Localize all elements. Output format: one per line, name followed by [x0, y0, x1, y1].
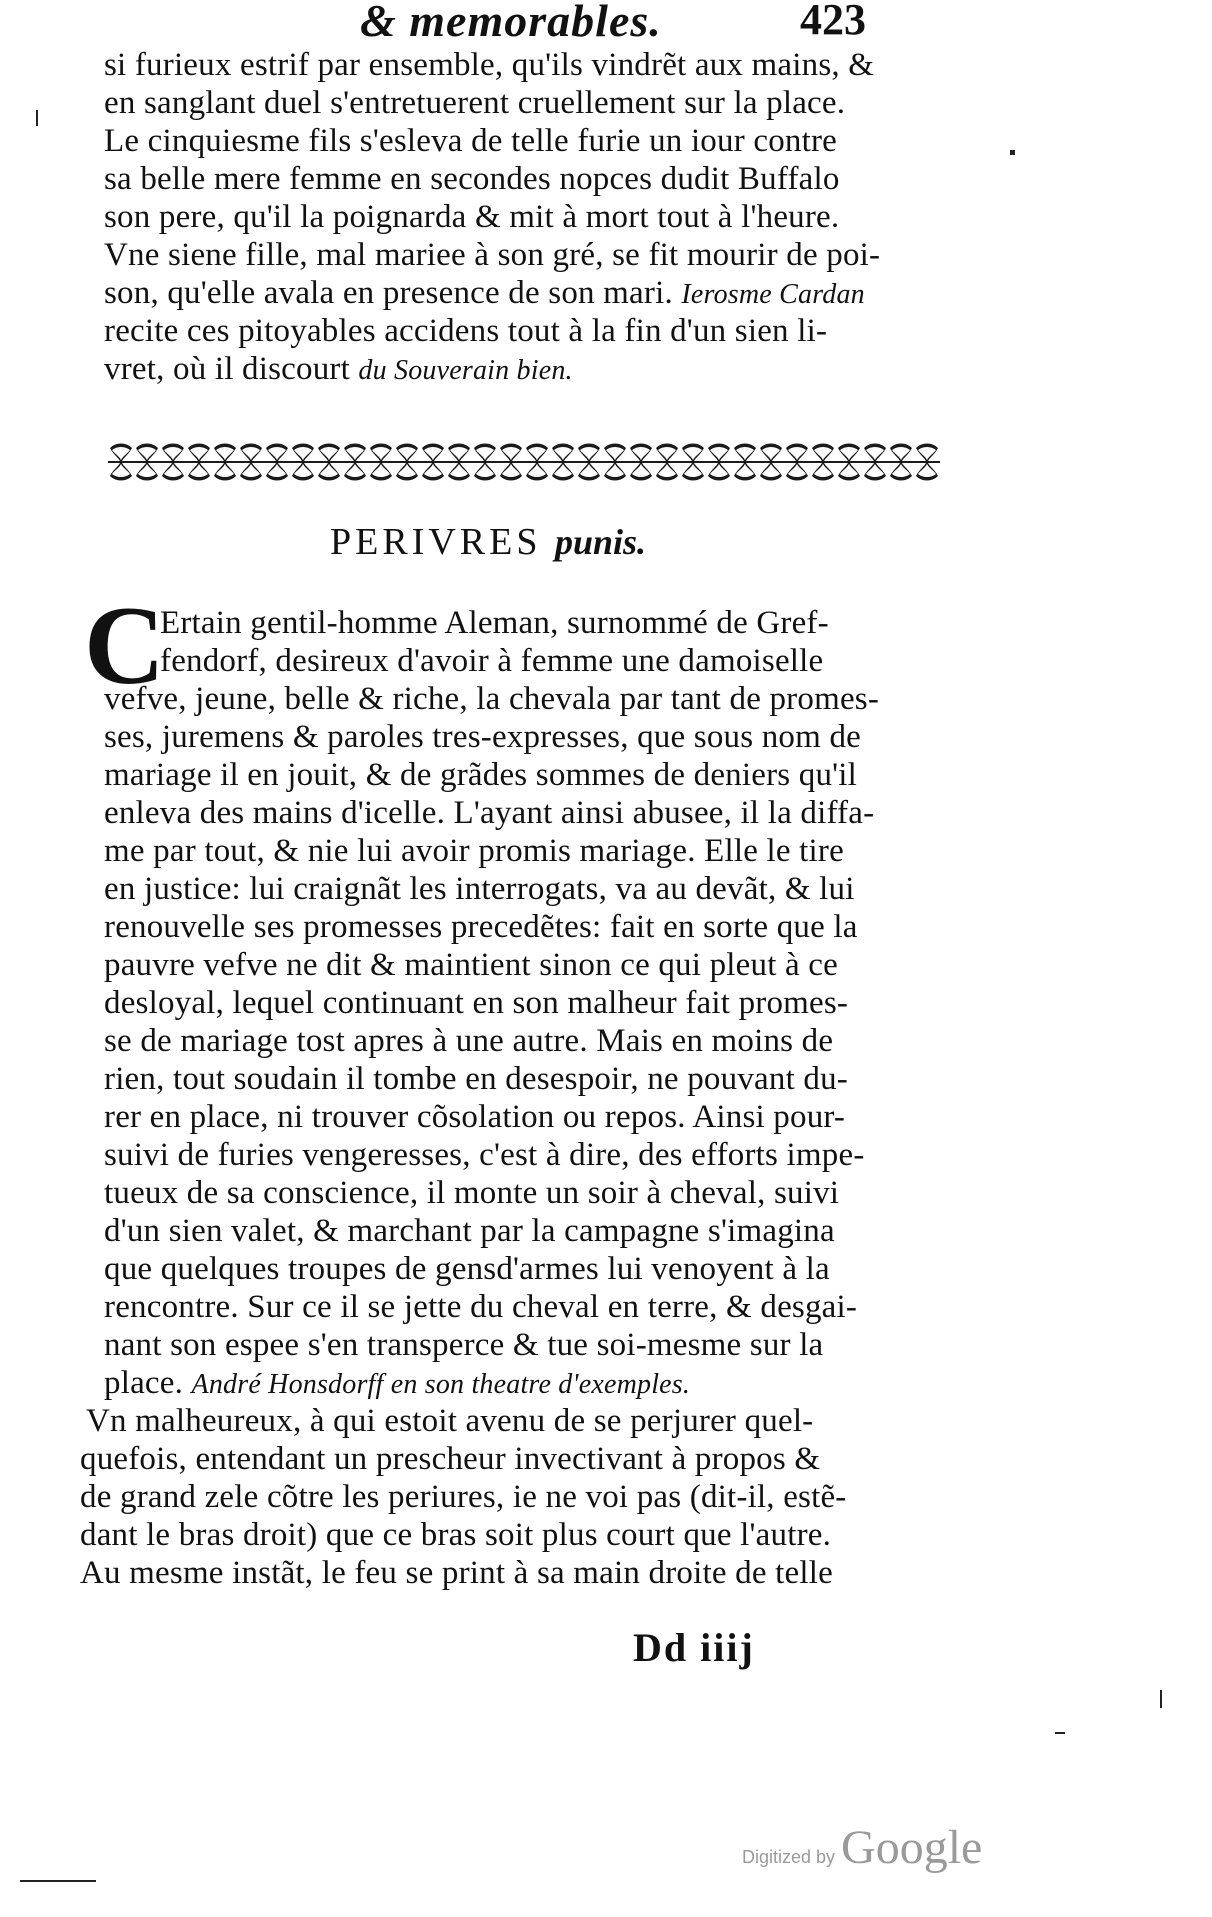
- text-line: renouvelle ses promesses precedẽtes: fait en sorte que la: [104, 909, 858, 945]
- text-fragment: place.: [104, 1365, 184, 1401]
- signature-mark: Dd iiij: [633, 1625, 755, 1670]
- text-fragment: son, qu'elle avala en presence de son mari.: [104, 275, 673, 311]
- scan-speck: [1055, 1732, 1065, 1734]
- text-line: ses, juremens & paroles tres-expresses, que sous nom de: [104, 719, 861, 755]
- page-number: 423: [800, 0, 866, 44]
- source-citation: André Honsdorff en son theatre d'exemples.: [191, 1369, 691, 1400]
- digitized-watermark: [742, 1820, 982, 1875]
- text-line: quefois, entendant un prescheur invectivant à propos &: [80, 1441, 821, 1477]
- text-line: Le cinquiesme fils s'esleva de telle furie un iour contre: [104, 123, 838, 159]
- ornamental-divider: [108, 442, 940, 482]
- text-line: son pere, qu'il la poignarda & mit à mort tout à l'heure.: [104, 199, 840, 235]
- text-line: vefve, jeune, belle & riche, la chevala par tant de promes-: [104, 681, 880, 717]
- text-line: que quelques troupes de gensd'armes lui venoyent à la: [104, 1251, 830, 1287]
- running-head: & memorables.: [360, 0, 662, 46]
- section-title: [330, 520, 646, 564]
- text-line: se de mariage tost apres à une autre. Mais en moins de: [104, 1023, 834, 1059]
- text-fragment: vret, où il discourt: [104, 351, 350, 387]
- text-line: mariage il en jouit, & de grãdes sommes de deniers qu'il: [104, 757, 858, 793]
- text-line: Vne siene fille, mal mariee à son gré, se fit mourir de poi-: [104, 237, 881, 273]
- text-line: rien, tout soudain il tombe en desespoir, ne pouvant du-: [104, 1061, 848, 1097]
- google-logo: Google: [841, 1821, 983, 1874]
- text-line: pauvre vefve ne dit & maintient sinon ce qui pleut à ce: [104, 947, 839, 983]
- author-citation: Ierosme Cardan: [681, 279, 865, 310]
- text-line: [104, 274, 865, 314]
- scan-speck: [20, 1880, 96, 1882]
- scan-speck: [1010, 150, 1015, 155]
- text-line: en sanglant duel s'entretuerent cruellement sur la place.: [104, 85, 846, 121]
- text-line: Ertain gentil-homme Aleman, surnommé de Gref-: [160, 605, 829, 641]
- section-title-italic: punis.: [554, 522, 647, 562]
- text-line: en justice: lui craignãt les interrogats, va au devãt, & lui: [104, 871, 855, 907]
- text-line: [104, 350, 573, 390]
- text-line: fendorf, desireux d'avoir à femme une damoiselle: [160, 643, 824, 679]
- text-line: dant le bras droit) que ce bras soit plus court que l'autre.: [80, 1517, 832, 1553]
- drop-cap: C: [84, 584, 165, 708]
- section-title-main: PERIVRES: [330, 521, 542, 563]
- text-line: nant son espee s'en transperce & tue soi-mesme sur la: [104, 1327, 824, 1363]
- scan-speck: [1160, 1690, 1162, 1708]
- digitized-by-label: Digitized by: [742, 1847, 836, 1867]
- text-line: de grand zele cõtre les periures, ie ne voi pas (dit-il, estẽ-: [80, 1479, 847, 1515]
- text-line: desloyal, lequel continuant en son malheur fait promes-: [104, 985, 849, 1021]
- text-line: Vn malheureux, à qui estoit avenu de se perjurer quel-: [86, 1403, 814, 1439]
- text-line: rencontre. Sur ce il se jette du cheval en terre, & desgai-: [104, 1289, 858, 1325]
- text-line: Au mesme instãt, le feu se print à sa main droite de telle: [80, 1555, 833, 1591]
- ornament-svg: [108, 442, 940, 482]
- text-line: me par tout, & nie lui avoir promis mariage. Elle le tire: [104, 833, 844, 869]
- text-line: rer en place, ni trouver cõsolation ou repos. Ainsi pour-: [104, 1099, 846, 1135]
- scan-speck: [36, 110, 38, 126]
- text-line: d'un sien valet, & marchant par la campagne s'imagina: [104, 1213, 835, 1249]
- text-line: sa belle mere femme en secondes nopces dudit Buffalo: [104, 161, 840, 197]
- text-line: [104, 1364, 690, 1404]
- text-line: si furieux estrif par ensemble, qu'ils vindrẽt aux mains, &: [104, 47, 875, 83]
- text-line: tueux de sa conscience, il monte un soir à cheval, suivi: [104, 1175, 840, 1211]
- page-header: [290, 0, 990, 48]
- text-line: recite ces pitoyables accidens tout à la fin d'un sien li-: [104, 313, 828, 349]
- text-line: suivi de furies vengeresses, c'est à dire, des efforts impe-: [104, 1137, 865, 1173]
- work-citation: du Souverain bien.: [358, 355, 573, 386]
- text-line: enleva des mains d'icelle. L'ayant ainsi abusee, il la diffa-: [104, 795, 875, 831]
